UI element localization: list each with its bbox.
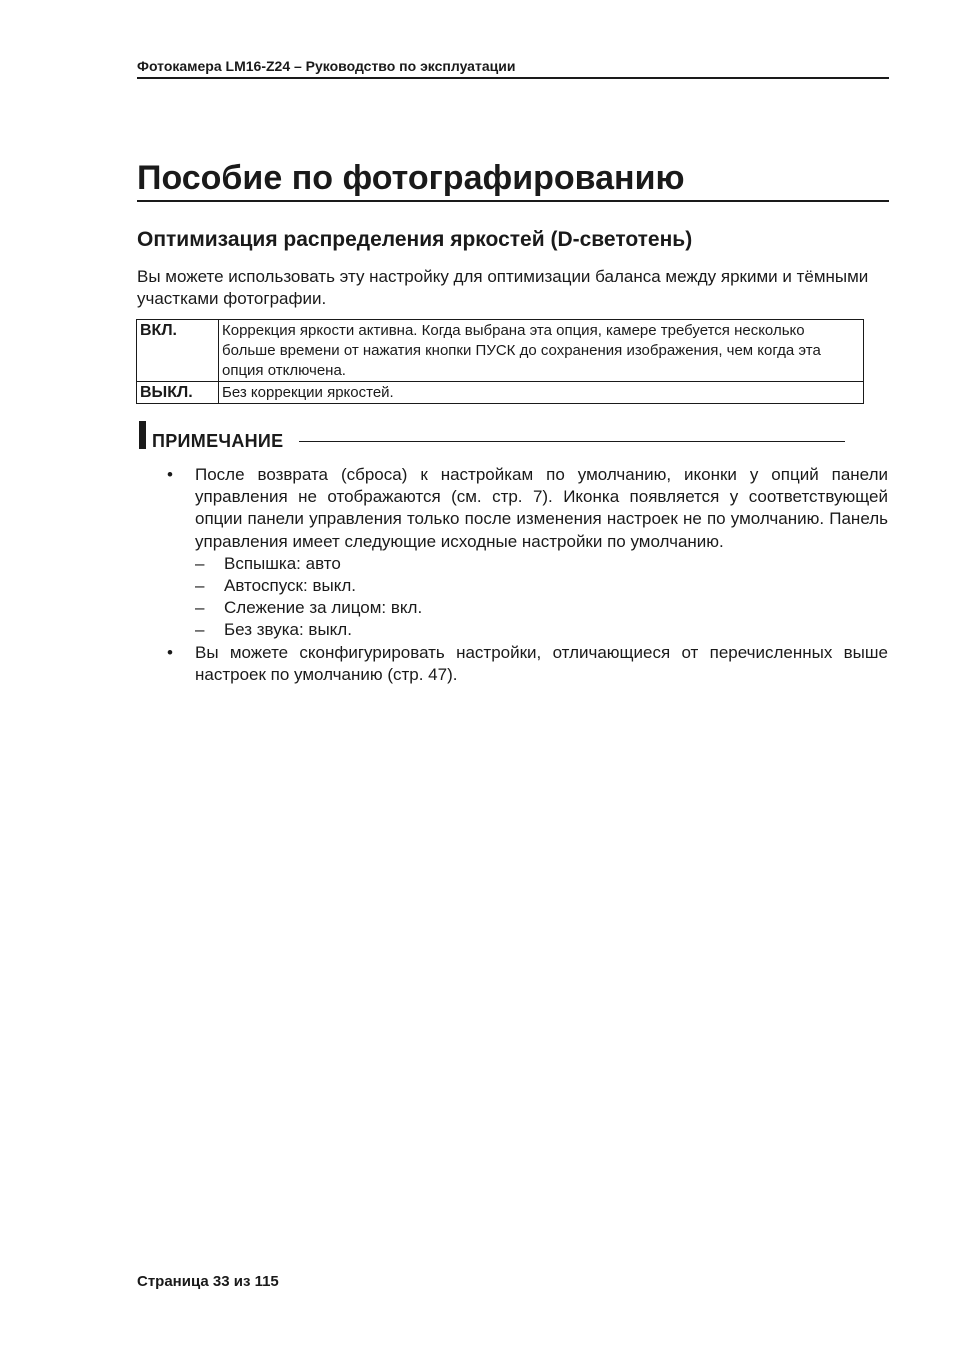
options-table	[136, 319, 864, 404]
sub-item-text: Автоспуск: выкл.	[224, 576, 356, 596]
note-item-text: Вы можете сконфигурировать настройки, отличающиеся от перечисленных выше настроек по умолчанию (стр. 47).	[195, 642, 888, 684]
note-header	[139, 421, 845, 451]
list-item	[195, 597, 888, 619]
section-heading: Оптимизация распределения яркостей (D-светотень)	[137, 228, 693, 251]
note-item-text: После возврата (сброса) к настройкам по умолчанию, иконки у опций панели управления не отображаются (см. стр. 7). Иконка появляется у соответствующей опции панели управления только после изменения настроек не по умолчанию. Панель управления имеет следующие исходные настройки по умолчанию.	[195, 465, 888, 551]
list-item	[195, 619, 888, 641]
sub-item-text: Без звука: выкл.	[224, 620, 352, 640]
list-item	[195, 553, 888, 575]
page-header: Фотокамера LM16-Z24 – Руководство по эксплуатации	[137, 57, 889, 79]
list-item	[195, 575, 888, 597]
intro-paragraph: Вы можете использовать эту настройку для оптимизации баланса между яркими и тёмными участками фотографии.	[137, 267, 869, 308]
bullet-icon: •	[167, 642, 173, 662]
page-title: Пособие по фотографированию	[137, 158, 889, 202]
default-settings-list	[195, 553, 888, 642]
table-row	[137, 382, 864, 404]
note-list	[160, 464, 888, 686]
dash-icon: –	[195, 598, 205, 618]
table-row	[137, 320, 864, 382]
note-divider	[299, 441, 845, 442]
option-description-off: Без коррекции яркостей.	[219, 382, 864, 404]
page-number: Страница 33 из 115	[137, 1273, 279, 1290]
list-item	[160, 642, 888, 686]
option-key-off: ВЫКЛ.	[137, 382, 219, 404]
sub-item-text: Слежение за лицом: вкл.	[224, 598, 423, 618]
note-label: ПРИМЕЧАНИЕ	[152, 431, 284, 451]
dash-icon: –	[195, 576, 205, 596]
list-item	[160, 464, 888, 642]
dash-icon: –	[195, 553, 205, 573]
sub-item-text: Вспышка: авто	[224, 553, 341, 573]
option-key-on: ВКЛ.	[137, 320, 219, 382]
note-bar-icon	[139, 421, 146, 449]
bullet-icon: •	[167, 465, 173, 484]
option-description-on: Коррекция яркости активна. Когда выбрана эта опция, камере требуется несколько больше времени от нажатия кнопки ПУСК до сохранения изображения, чем когда эта опция отключена.	[219, 320, 864, 382]
dash-icon: –	[195, 620, 205, 640]
